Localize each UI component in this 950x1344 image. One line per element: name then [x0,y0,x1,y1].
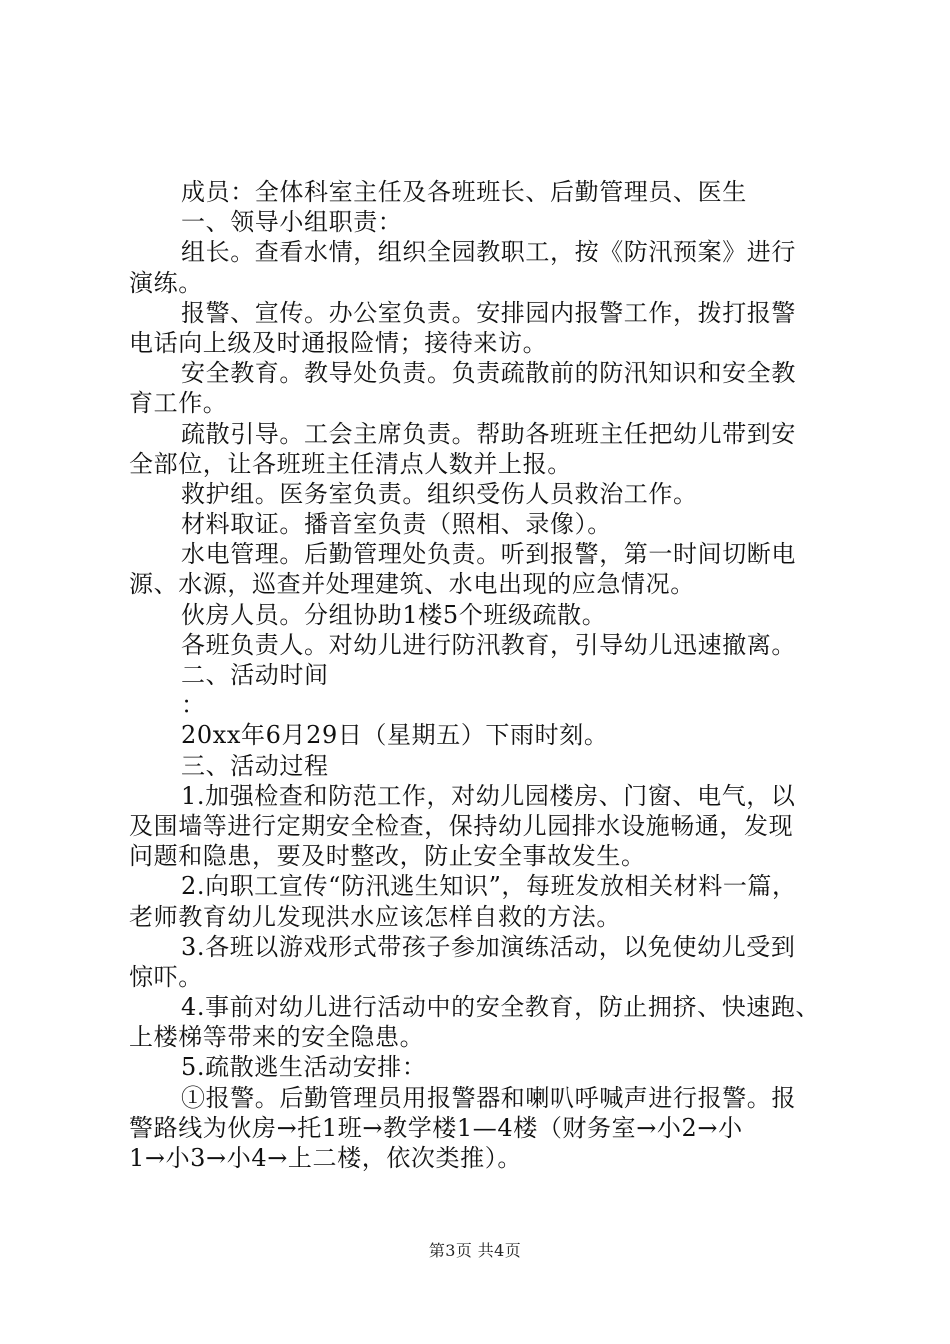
paragraph-line: 电话向上级及时通报险情；接待来访。 [129,328,548,357]
paragraph-line: 3.各班以游戏形式带孩子参加演练活动，以免使幼儿受到 [181,932,796,961]
paragraph-line: 伙房人员。分组协助1楼5个班级疏散。 [181,600,607,629]
paragraph-line: 育工作。 [129,389,228,418]
paragraph-line: 1.加强检查和防范工作，对幼儿园楼房、门窗、电气，以 [181,781,796,810]
section-heading: 一、领导小组职责： [181,208,403,237]
paragraph-line: 疏散引导。工会主席负责。帮助各班班主任把幼儿带到安 [181,419,796,448]
section-heading: 二、活动时间 [181,661,329,689]
paragraph-line: 及围墙等进行定期安全检查，保持幼儿园排水设施畅通，发现 [129,811,794,840]
paragraph-line: 惊吓。 [129,962,203,991]
paragraph-line: 成员：全体科室主任及各班班长、后勤管理员、医生 [181,178,747,206]
paragraph-line: 老师教育幼儿发现洪水应该怎样自救的方法。 [129,902,621,931]
paragraph-line: 组长。查看水情，组织全园教职工，按《防汛预案》进行 [181,238,796,267]
paragraph-line: 各班负责人。对幼儿进行防汛教育，引导幼儿迅速撤离。 [181,630,796,659]
paragraph-line: 材料取证。播音室负责（照相、录像）。 [181,510,612,539]
page-number-footer: 第3页 共4页 [428,1241,522,1260]
paragraph-line: 2.向职工宣传“防汛逃生知识”，每班发放相关材料一篇， [181,872,797,901]
paragraph-line: 问题和隐患，要及时整改，防止安全事故发生。 [129,842,646,871]
section-heading: 三、活动过程 [181,751,329,780]
paragraph-line: 救护组。医务室负责。组织受伤人员救治工作。 [181,479,698,508]
paragraph-line: 全部位，让各班班主任清点人数并上报。 [129,449,572,478]
paragraph-line: 20xx年6月29日（星期五）下雨时刻。 [181,721,609,750]
paragraph-line: 警路线为伙房→托1班→教学楼1—4楼（财务室→小2→小 [129,1113,743,1142]
paragraph-line: ： [181,691,206,720]
paragraph-line: 4.事前对幼儿进行活动中的安全教育，防止拥挤、快速跑、 [181,993,821,1022]
paragraph-line: 安全教育。教导处负责。负责疏散前的防汛知识和安全教 [181,359,796,388]
paragraph-line: 水电管理。后勤管理处负责。听到报警，第一时间切断电 [181,540,796,569]
paragraph-line: 演练。 [129,268,203,297]
paragraph-line: 源、水源，巡查并处理建筑、水电出现的应急情况。 [129,570,695,599]
paragraph-line: 报警、宣传。办公室负责。安排园内报警工作，拨打报警 [181,298,796,327]
document-body [129,177,829,1173]
paragraph-line: 1→小3→小4→上二楼，依次类推）。 [129,1144,522,1172]
paragraph-line: 5.疏散逃生活动安排： [181,1053,427,1082]
paragraph-line: 上楼梯等带来的安全隐患。 [129,1023,425,1052]
paragraph-line: ①报警。后勤管理员用报警器和喇叭呼喊声进行报警。报 [181,1083,796,1112]
